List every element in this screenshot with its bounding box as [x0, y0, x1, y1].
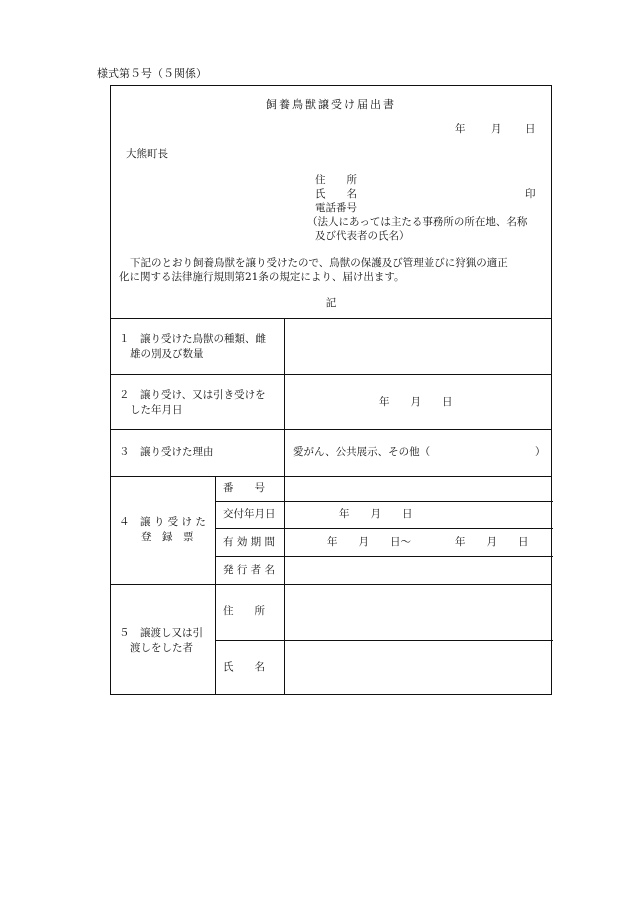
- applicant-name-label: 氏 名: [315, 188, 357, 200]
- row-rule: [111, 584, 551, 585]
- ki-heading: 記: [325, 297, 337, 309]
- row-5-label: ５ 譲渡し又は引 渡しをした者: [119, 627, 203, 655]
- row-rule: [111, 476, 551, 477]
- row-2-label: ２ 譲り受け、又は引き受けを した年月日: [119, 389, 266, 417]
- applicant-address-label: 住 所: [315, 174, 357, 186]
- col-rule: [284, 476, 285, 694]
- sub-label-address: 住 所: [223, 605, 265, 617]
- valid-from-field[interactable]: 年 月 日〜: [327, 536, 411, 548]
- sub-label-issuer: 発 行 者 名: [223, 564, 276, 576]
- col-rule: [215, 476, 216, 694]
- row-rule: [111, 429, 551, 430]
- row-3-label: ３ 譲り受けた理由: [119, 446, 214, 458]
- subrow-rule: [215, 640, 553, 641]
- applicant-note-2: 及び代表者の氏名）: [315, 230, 410, 242]
- sub-label-issue-date: 交付年月日: [223, 508, 276, 520]
- row-1-label: １ 譲り受けた鳥獣の種類、雌 雄の別及び数量: [119, 333, 266, 361]
- table-top-rule: [111, 318, 551, 319]
- notification-form: [110, 85, 552, 695]
- form-number-label: 様式第５号（５関係）: [97, 67, 207, 80]
- date-year: 年: [455, 123, 466, 135]
- date-month: 月: [491, 123, 502, 135]
- date-day: 日: [525, 123, 536, 135]
- applicant-phone-label: 電話番号: [315, 202, 357, 214]
- subrow-rule: [215, 501, 553, 502]
- row-rule: [111, 374, 551, 375]
- issue-date-field[interactable]: 年 月 日: [339, 508, 413, 520]
- applicant-note: （法人にあっては主たる事務所の所在地、名称: [307, 216, 528, 228]
- sub-label-number: 番 号: [223, 482, 265, 494]
- body-text-line-2: 化に関する法律施行規則第21条の規定により、届け出ます。: [119, 271, 405, 283]
- row-2-date-field[interactable]: 年 月 日: [379, 396, 453, 408]
- subrow-rule: [215, 556, 553, 557]
- row-3-close-paren: ）: [535, 446, 546, 458]
- valid-to-field[interactable]: 年 月 日: [455, 536, 529, 548]
- row-4-label: ４ 譲 り 受 け た 登 録 票: [119, 516, 206, 544]
- seal-mark: 印: [525, 188, 536, 200]
- addressee: 大熊町長: [126, 148, 168, 160]
- row-3-reason-field[interactable]: 愛がん、公共展示、その他（: [293, 446, 431, 458]
- form-title: 飼養鳥獣譲受け届出書: [266, 98, 396, 111]
- col-rule: [284, 318, 285, 476]
- sub-label-name: 氏 名: [223, 661, 265, 673]
- subrow-rule: [215, 528, 553, 529]
- body-text-line-1: 下記のとおり飼養鳥獣を譲り受けたので、鳥獣の保護及び管理並びに狩猟の適正: [130, 257, 508, 269]
- sub-label-validity: 有 効 期 間: [223, 536, 276, 548]
